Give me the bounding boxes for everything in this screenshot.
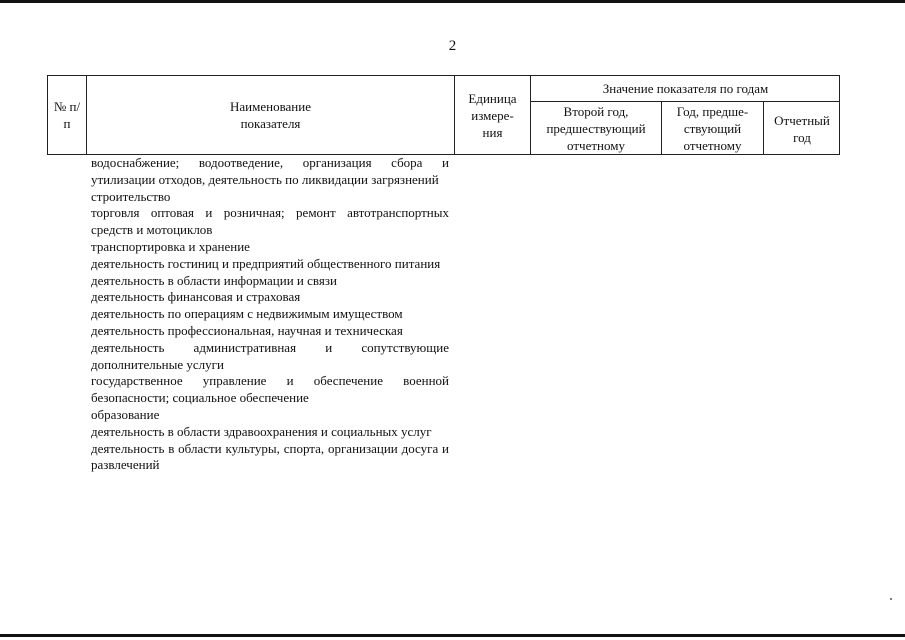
list-item: деятельность финансовая и страховая <box>91 289 301 305</box>
page-number: 2 <box>448 38 457 54</box>
list-item: деятельность профессиональная, научная и техническая <box>91 322 403 338</box>
list-item: торговля оптовая и розничная; ремонт автотранспортных средств и мотоциклов <box>91 205 449 238</box>
header-values-by-year: Значение показателя по годам <box>602 80 769 96</box>
bottom-border-line <box>0 634 905 637</box>
header-number: № п/п <box>53 99 81 131</box>
list-item: водоснабжение; водоотведение, организация сбора и утилизации отходов, деятельность по ликвидации загрязнений <box>91 155 449 187</box>
indicator-list <box>91 155 449 474</box>
list-item: образование <box>91 406 160 422</box>
header-indicator-name: Наименование показателя <box>230 99 311 131</box>
scan-speck <box>890 598 892 600</box>
header-second-year-before: Второй год, предшествующий отчетному <box>546 104 646 153</box>
list-item: деятельность в области информации и связи <box>91 272 337 288</box>
list-item: деятельность в области культуры, спорта, организации досуга и развлечений <box>91 440 449 473</box>
list-item: строительство <box>91 188 171 204</box>
list-item: деятельность по операциям с недвижимым имуществом <box>91 306 403 322</box>
top-border-line <box>0 0 905 3</box>
list-item: деятельность гостиниц и предприятий общественного питания <box>91 255 441 271</box>
list-item: деятельность административная и сопутствующие дополнительные услуги <box>91 339 449 372</box>
header-reporting-year: Отчетный год <box>774 112 830 145</box>
list-item: деятельность в области здравоохранения и социальных услуг <box>91 423 432 439</box>
header-unit: Единица измере-ния <box>468 90 517 140</box>
header-year-before: Год, предше-ствующий отчетному <box>676 104 749 153</box>
list-item: государственное управление и обеспечение военной безопасности; социальное обеспечение <box>91 373 449 406</box>
list-item: транспортировка и хранение <box>91 238 250 254</box>
